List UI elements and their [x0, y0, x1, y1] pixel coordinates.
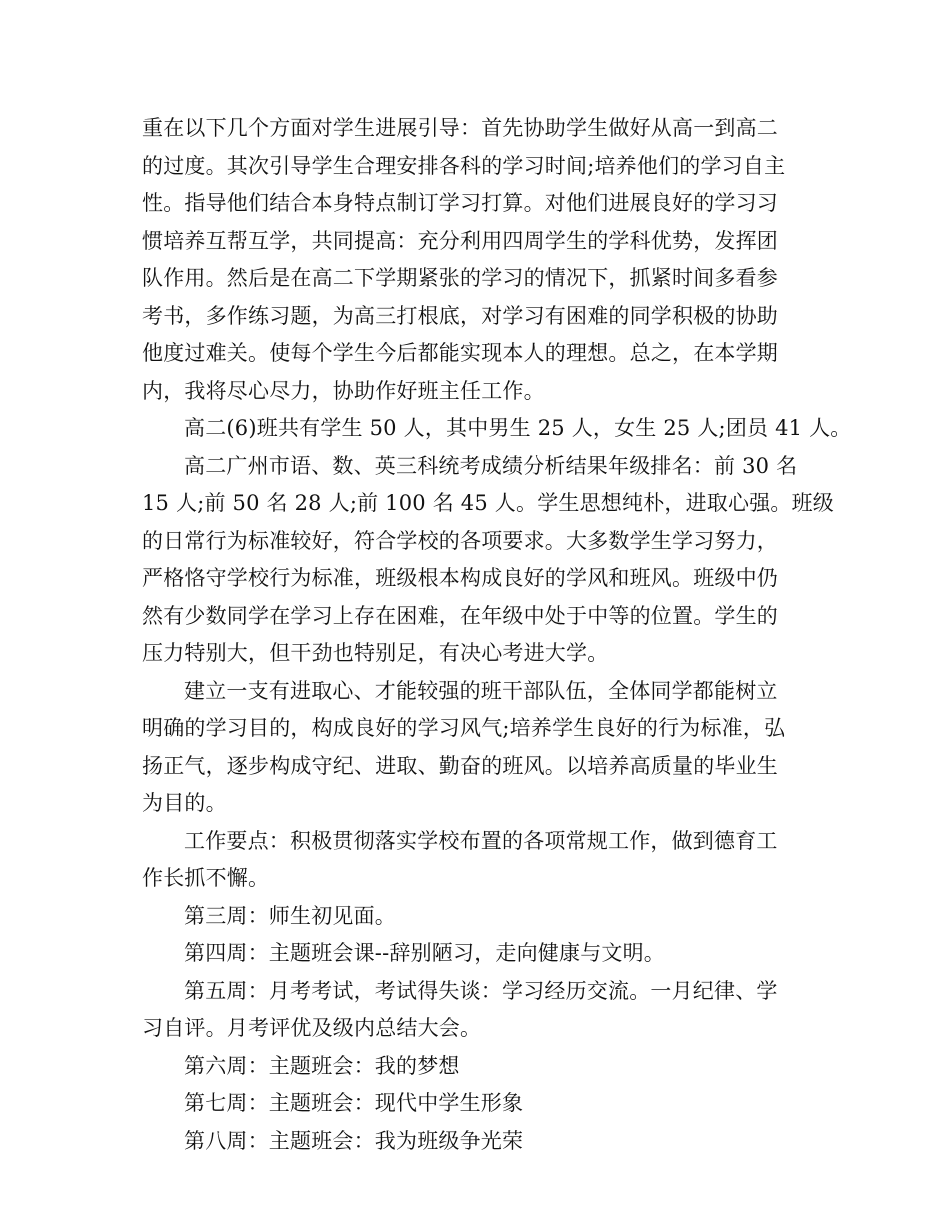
text-line: 第五周：月考考试，考试得失谈：学习经历交流。一月纪律、学 [184, 978, 778, 1003]
text-line: 作长抓不懈。 [142, 866, 270, 890]
paragraph-class-stats [142, 410, 852, 448]
text-line: 的过度。其次引导学生合理安排各科的学习时间;培养他们的学习自主 [142, 153, 786, 178]
text-line: 第六周：主题班会：我的梦想 [184, 1053, 460, 1078]
schedule-week-4 [142, 935, 810, 973]
text-line: 然有少数同学在学习上存在困难，在年级中处于中等的位置。学生的 [142, 603, 778, 628]
text-line: 性。指导他们结合本身特点制订学习打算。对他们进展良好的学习习 [142, 191, 778, 215]
text-line: 明确的学习目的，构成良好的学习风气;培养学生良好的行为标准，弘 [142, 716, 786, 740]
text-line: 第四周：主题班会课--辞别陋习，走向健康与文明。 [184, 941, 665, 965]
text-line: 扬正气，逐步构成守纪、进取、勤奋的班风。以培养高质量的毕业生 [142, 753, 778, 778]
text-line: 第三周：师生初见面。 [184, 903, 396, 928]
text-line: 他度过难关。使每个学生今后都能实现本人的理想。总之，在本学期 [142, 341, 778, 365]
schedule-week-5 [142, 973, 810, 1048]
text-line: 工作要点：积极贯彻落实学校布置的各项常规工作，做到德育工 [184, 828, 778, 853]
text-line: 第七周：主题班会：现代中学生形象 [184, 1091, 524, 1115]
text-line: 队作用。然后是在高二下学期紧张的学习的情况下，抓紧时间多看参 [142, 266, 778, 290]
paragraph-guidance [142, 110, 810, 410]
text-line: 建立一支有进取心、才能较强的班干部队伍，全体同学都能树立 [184, 678, 778, 703]
text-line: 重在以下几个方面对学生进展引导：首先协助学生做好从高一到高二 [142, 116, 778, 140]
text-line: 内，我将尽心尽力，协助作好班主任工作。 [142, 378, 545, 403]
text-line: 15 人;前 50 名 28 人;前 100 名 45 人。学生思想纯朴，进取心强。班级 [142, 491, 834, 515]
text-line: 的日常行为标准较好，符合学校的各项要求。大多数学生学习努力， [142, 528, 778, 553]
paragraph-work-points [142, 823, 810, 898]
text-line: 高二广州市语、数、英三科统考成绩分析结果年级排名：前 30 名 [184, 453, 798, 478]
schedule-week-6 [142, 1048, 810, 1086]
text-line: 为目的。 [142, 791, 227, 815]
paragraph-exam-analysis [142, 448, 834, 673]
text-line: 压力特别大，但干劲也特别足，有决心考进大学。 [142, 641, 609, 665]
text-line: 第八周：主题班会：我为班级争光荣 [184, 1128, 524, 1153]
paragraph-goals [142, 673, 810, 823]
text-line: 高二(6)班共有学生 50 人，其中男生 25 人，女生 25 人;团员 41 人。 [184, 416, 852, 440]
document-body [142, 110, 852, 1160]
text-line: 习自评。月考评优及级内总结大会。 [142, 1016, 482, 1040]
text-line: 严格恪守学校行为标准，班级根本构成良好的学风和班风。班级中仍 [142, 566, 778, 590]
schedule-week-3 [142, 898, 810, 936]
schedule-week-8 [142, 1123, 810, 1161]
text-line: 考书，多作练习题，为高三打根底，对学习有困难的同学积极的协助 [142, 303, 778, 328]
text-line: 惯培养互帮互学，共同提高：充分利用四周学生的学科优势，发挥团 [142, 228, 778, 253]
schedule-week-7 [142, 1085, 810, 1123]
